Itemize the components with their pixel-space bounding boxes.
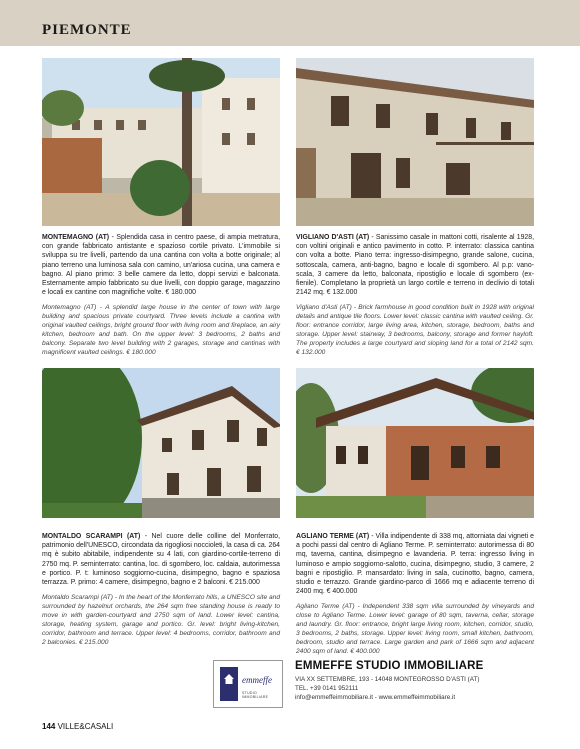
agency-block: [213, 660, 543, 716]
listing-title: AGLIANO TERME (AT): [296, 533, 370, 540]
listing-description-en: Agliano Terme (AT) - Independent 338 sqm villa surrounded by vineyards and close to Agliano Terme. Lower level: garage of 80 sqm, taverna, cellar, storage and laundry. Gr. floor: entrance, bright large living room, kitchen, corridor, studio, 3 bedrooms, 2 baths, storage. Upper level: living room, small kitchen, bathroom, bedroom, studio and terrace. Large garden and park of 1666 sqm and adjacent 2400 sqm of land. € 400.000: [296, 603, 534, 656]
agency-phone: TEL. +39 0141 952111: [295, 685, 359, 692]
listing-title: MONTEMAGNO (AT): [42, 234, 110, 241]
photo-vigliano: [296, 58, 534, 226]
photo-montemagno: [42, 58, 280, 226]
listing-title: MONTALDO SCARAMPI (AT): [42, 533, 141, 540]
magazine-name: VILLE&CASALI: [57, 722, 114, 731]
listing-montemagno: [42, 233, 280, 357]
listing-description-en: Montemagno (AT) - A splendid large house in the center of town with large building and spacious private courtyard. Three levels include a cantina with original vaulted ceilings, bright ground floor with living room and fireplace, an airy kitchen, bedroom and bath. On the upper level: 3 bedrooms, 2 baths and balcony. Separate two level building with 2 garages, storage and cantinas with magnificent vaulted ceilings. € 180.000: [42, 304, 280, 357]
listing-description-it: AGLIANO TERME (AT) - Villa indipendente di 338 mq, attorniata dai vigneti e a pochi passi dal centro di Agliano Terme. P. seminterrato: autorimessa di 80 mq, taverna, cantina, disimpegno e lavanderia. P. terra: ingresso living in luminoso e ampio soggiorno-salotto, cucina, disimpegno, studio, 3 camere, 2 bagni e ripostiglio. P. mansardato: living in sala, cucinotto, bagno, camera, studio e terrazzo. Grande giardino-parco di 1666 mq e adiacente terreno di 2400 mq. € 400.000: [296, 533, 535, 596]
listing-agliano-terme: [296, 532, 534, 656]
photo-montaldo-scarampi: [42, 368, 280, 518]
agency-address: VIA XX SETTEMBRE, 193 - 14048 MONTEGROSSO D'ASTI (AT): [295, 676, 480, 683]
photo-agliano-terme: [296, 368, 534, 518]
page-number: 144: [42, 722, 56, 731]
logo-tagline: STUDIO IMMOBILIARE: [242, 691, 269, 699]
listing-montaldo-scarampi: [42, 532, 280, 647]
agency-contacts[interactable]: info@emmeffeimmobiliare.it - www.emmeffeimmobiliare.it: [295, 694, 456, 701]
listing-description-it: MONTALDO SCARAMPI (AT) - Nel cuore delle colline del Monferrato, patrimonio dell'UNESCO, circondata da rigogliosi noccioleti, la casa di ca. 264 mq è subito abitabile, indipendente su 4 lati, con giardino-cortile-terreno di 2750 mq. P. seminterrato: cantina, loc. di sgombero, loc. caldaia, autorimessa e portico. P. t: luminoso soggiorno-cucina, disimpegno, bagno e spaziosa terrazza. P. primo: 4 camere, disimpegno, bagno e 2 balconi. € 215.000: [42, 533, 281, 587]
listing-description-it: MONTEMAGNO (AT) - Splendida casa in centro paese, di ampia metratura, con grande fabbricato antistante e spazioso cortile privato. L'immobile si sviluppa su tre livelli, partendo da una cantina con volta a botte originale; al piano terreno una luminosa sala con camino, un'ariosa cucina, una camera e bagno. Al piano primo: 3 belle camere da letto, doppi servizi e balconata. Esternamente ampio fabbricato su due livelli, con doppio garage, magazzino e locali ex cantine con magnifiche volte. € 180.000: [42, 234, 280, 297]
listing-vigliano: [296, 233, 534, 357]
listing-description-en: Vigliano d'Asti (AT) - Brick farmhouse in good condition built in 1928 with original details and antique tile floors. Lower level: classic cantina with vaulted ceiling. Gr. floor: entrance corridor, large living area, kitchen, storage, bedroom, baths and storage. Upper level: stairway, 3 bedrooms, balcony, storage and former hayloft. The property includes a large courtyard and sloping land for a total of 2142 sqm. € 132.000: [296, 304, 534, 357]
logo-wordmark: emmeffe: [242, 675, 272, 685]
listing-description-it: VIGLIANO D'ASTI (AT) - Sanissimo casale in mattoni cotti, risalente al 1928, con voltini originali e antico pavimento in cotto. P. interrato: classica cantina con volta a botte. Piano terra: ingresso-disimpegno, grande salone, cucina, sottoscala, camera, anti-bagno, bagno e locale di sgombero. Al p.p: vano-scala, 3 camere da letto, balconata, ripostiglio e locale di sgombero (ex- fienile). Completano la proprietà un largo cortile e terreno in declivio di totali 2142 mq. € 132.000: [296, 234, 534, 297]
agency-name: EMMEFFE STUDIO IMMOBILIARE: [295, 660, 484, 672]
listing-title: VIGLIANO D'ASTI (AT): [296, 234, 370, 241]
region-title: PIEMONTE: [42, 22, 132, 38]
listing-description-en: Montaldo Scarampi (AT) - In the heart of the Monferrato hills, a UNESCO site and surrounded by hazelnut orchards, the 264 sqm free standing house is ready to move in with garden-courtyard and 2750 sqm of land. Lower level: cantina, storage, heating system, garage and portico. Gr. level: bright living-kitchen, corridor, bathroom and terrace. Upper level: 4 bedrooms, corridor, bathroom and 2 balconies. € 215.000: [42, 594, 280, 647]
agency-logo: [213, 660, 283, 708]
page-footer: [42, 722, 113, 731]
house-icon: [223, 673, 235, 685]
